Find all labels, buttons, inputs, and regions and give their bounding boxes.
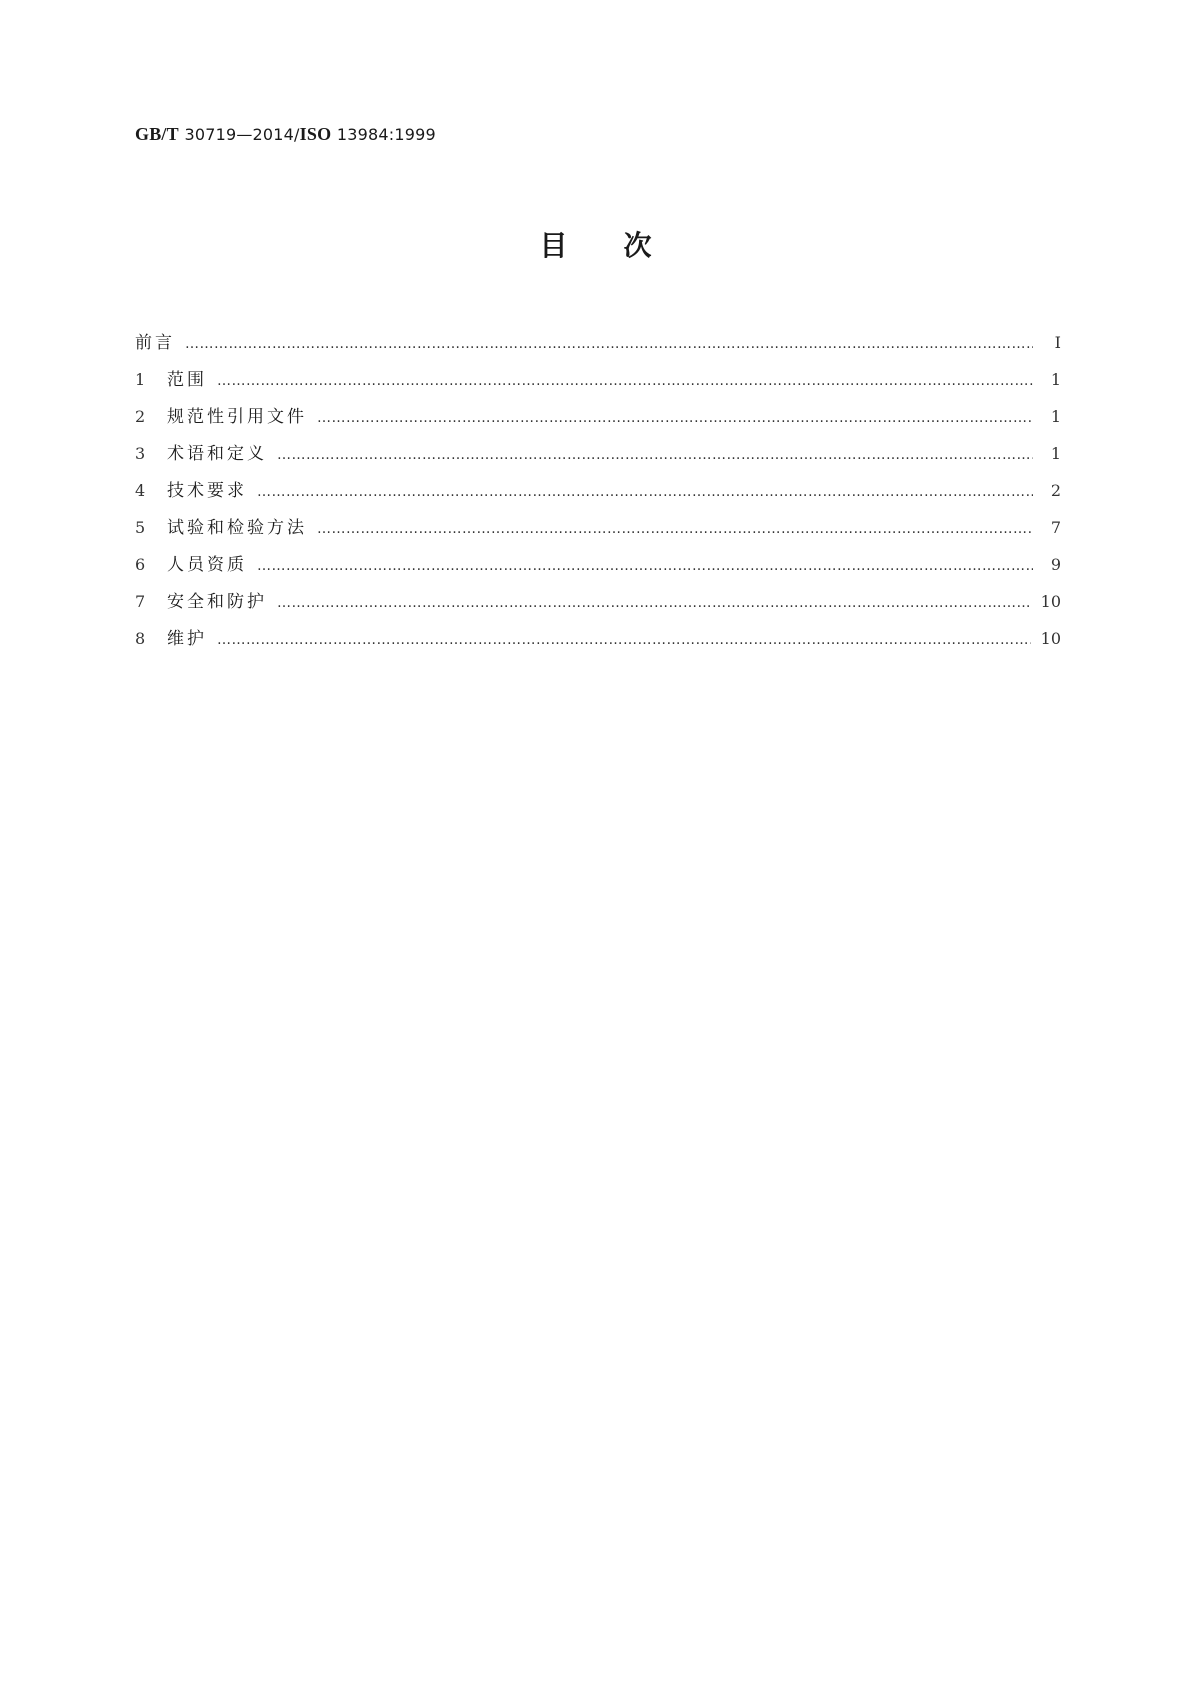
toc-entry-page: 7 [1050,518,1061,537]
toc-entry-number: 4 [135,481,146,500]
toc-entry-7[interactable] [135,587,1061,624]
toc-entry-title: 维护 [167,629,207,649]
toc-entry-page: 10 [1040,592,1061,611]
toc-entry-number: 3 [135,444,146,463]
page-title: 目次 [539,229,708,262]
standard-prefix: GB/T [135,124,179,144]
toc-leader-dots [257,484,1033,500]
toc-entry-foreword[interactable] [135,328,1061,365]
toc-leader-dots [277,447,1033,463]
toc-entry-number: 8 [135,629,146,648]
toc-entry-1[interactable] [135,365,1061,402]
toc-entry-page: 10 [1040,629,1061,648]
toc-entry-title: 前言 [135,333,175,353]
toc-entry-page: 9 [1050,555,1061,574]
iso-prefix: ISO [299,124,332,144]
document-header [135,124,436,145]
toc-leader-dots [277,595,1031,611]
toc-entry-8[interactable] [135,624,1061,661]
table-of-contents [135,328,1061,661]
toc-entry-title: 安全和防护 [167,592,267,612]
toc-entry-5[interactable] [135,513,1061,550]
toc-leader-dots [317,410,1033,426]
toc-entry-title: 范围 [167,370,207,390]
toc-entry-4[interactable] [135,476,1061,513]
toc-entry-page: Ⅰ [1054,333,1061,352]
toc-entry-title: 人员资质 [167,555,247,575]
toc-leader-dots [257,558,1033,574]
toc-entry-title: 试验和检验方法 [167,518,307,538]
toc-entry-page: 1 [1050,407,1061,426]
toc-entry-number: 5 [135,518,146,537]
toc-leader-dots [217,373,1033,389]
toc-entry-number: 7 [135,592,146,611]
toc-entry-number: 1 [135,370,146,389]
toc-entry-title: 技术要求 [167,481,247,501]
toc-entry-page: 1 [1050,370,1061,389]
toc-leader-dots [317,521,1033,537]
standard-number: 30719—2014/ [184,125,300,144]
toc-entry-2[interactable] [135,402,1061,439]
toc-entry-6[interactable] [135,550,1061,587]
toc-entry-number: 2 [135,407,146,426]
toc-entry-number: 6 [135,555,146,574]
toc-entry-page: 2 [1050,481,1061,500]
toc-entry-title: 术语和定义 [167,444,267,464]
iso-number: 13984:1999 [336,125,436,144]
toc-leader-dots [185,336,1033,352]
toc-leader-dots [217,632,1031,648]
toc-entry-3[interactable] [135,439,1061,476]
toc-entry-title: 规范性引用文件 [167,407,307,427]
toc-entry-page: 1 [1050,444,1061,463]
